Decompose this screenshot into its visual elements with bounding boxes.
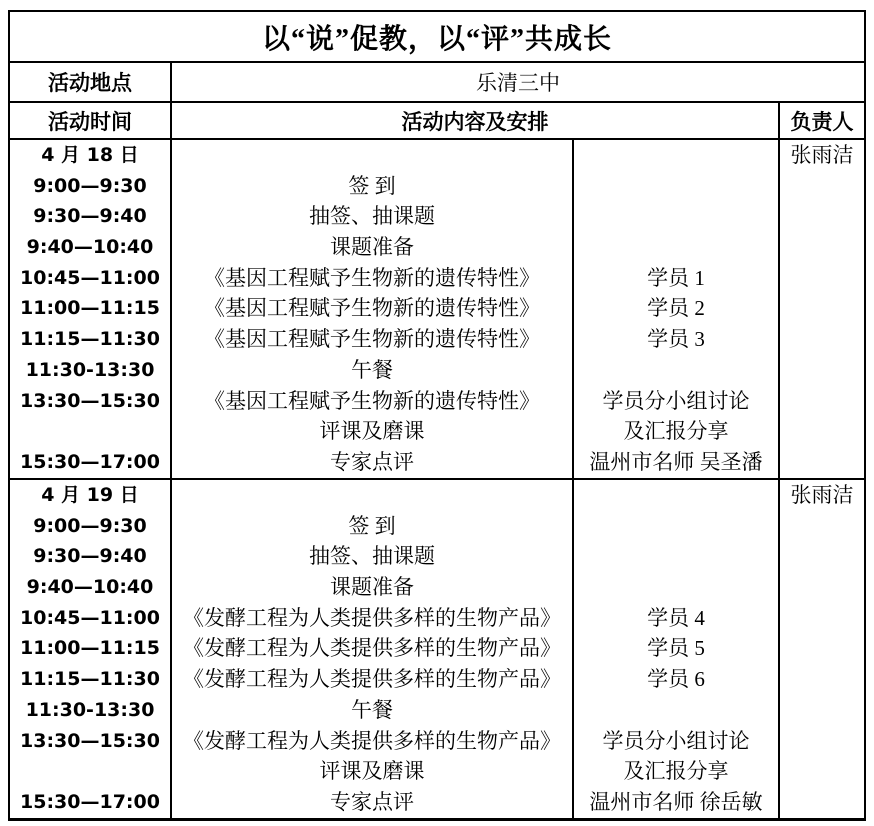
participant-cell: 学员 3 — [647, 327, 705, 352]
activity-cell: 课题准备 — [330, 575, 414, 600]
day1-person-column — [780, 140, 864, 478]
day2-block — [10, 480, 864, 818]
activity-cell: 抽签、抽课题 — [309, 204, 435, 229]
day2-participant-column — [574, 480, 780, 818]
time-cell: 11:30-13:30 — [25, 698, 155, 721]
time-cell: 9:30—9:40 — [33, 205, 147, 228]
activity-cell — [172, 140, 572, 171]
activity-cell: 《基因工程赋予生物新的遗传特性》 — [204, 327, 540, 352]
activity-cell: 《基因工程赋予生物新的遗传特性》 — [204, 388, 540, 413]
activity-cell: 评课及磨课 — [319, 759, 425, 784]
time-cell: 11:15—11:30 — [20, 668, 160, 691]
activity-cell: 《发酵工程为人类提供多样的生物产品》 — [183, 667, 561, 692]
participant-cell — [574, 572, 778, 603]
activity-cell: 专家点评 — [330, 449, 414, 474]
participant-cell: 学员分小组讨论 — [602, 388, 750, 413]
day1-time-column — [10, 140, 172, 478]
participant-cell: 学员 1 — [647, 265, 705, 290]
time-cell: 15:30—17:00 — [20, 790, 160, 813]
time-cell: 13:30—15:30 — [20, 389, 160, 412]
participant-cell: 学员 6 — [647, 667, 705, 692]
time-cell: 9:30—9:40 — [33, 545, 147, 568]
column-header-row — [10, 103, 864, 140]
location-value: 乐清三中 — [476, 71, 560, 95]
time-cell: 11:00—11:15 — [20, 297, 160, 320]
time-cell: 11:00—11:15 — [20, 637, 160, 660]
participant-cell — [574, 480, 778, 511]
time-cell — [10, 416, 170, 447]
activity-cell: 签 到 — [348, 173, 396, 198]
day1-block — [10, 140, 864, 480]
day1-date-label: 4 月 18 日 — [41, 144, 139, 166]
person-in-charge: 张雨洁 — [790, 483, 854, 507]
time-cell: 9:00—9:30 — [33, 514, 147, 537]
day1-participant-column — [574, 140, 780, 478]
activity-cell: 专家点评 — [330, 789, 414, 814]
activity-cell: 签 到 — [348, 513, 396, 538]
header-person: 负责人 — [790, 109, 854, 134]
person-in-charge: 张雨洁 — [790, 143, 854, 167]
time-cell: 13:30—15:30 — [20, 729, 160, 752]
day2-date-label: 4 月 19 日 — [41, 484, 139, 506]
time-cell: 10:45—11:00 — [20, 266, 160, 289]
time-cell — [10, 756, 170, 787]
schedule-table — [8, 10, 866, 821]
header-content: 活动内容及安排 — [172, 103, 780, 138]
participant-cell: 温州市名师 吴圣潘 — [589, 449, 763, 474]
participant-cell: 及汇报分享 — [623, 419, 729, 444]
activity-cell: 《发酵工程为人类提供多样的生物产品》 — [183, 605, 561, 630]
time-cell: 15:30—17:00 — [20, 450, 160, 473]
participant-cell — [574, 541, 778, 572]
participant-cell — [574, 695, 778, 726]
header-time: 活动时间 — [10, 103, 172, 138]
activity-cell: 抽签、抽课题 — [309, 544, 435, 569]
day1-activity-column — [172, 140, 574, 478]
participant-cell — [574, 355, 778, 386]
participant-cell: 学员分小组讨论 — [602, 728, 750, 753]
participant-cell — [574, 171, 778, 202]
time-cell: 9:00—9:30 — [33, 174, 147, 197]
location-label: 活动地点 — [10, 63, 172, 101]
participant-cell — [574, 232, 778, 263]
participant-cell: 学员 4 — [647, 605, 705, 630]
activity-cell: 课题准备 — [330, 235, 414, 260]
participant-cell — [574, 140, 778, 171]
activity-cell: 《基因工程赋予生物新的遗传特性》 — [204, 265, 540, 290]
activity-cell: 《发酵工程为人类提供多样的生物产品》 — [183, 636, 561, 661]
participant-cell: 及汇报分享 — [623, 759, 729, 784]
participant-cell — [574, 511, 778, 542]
activity-cell: 午餐 — [351, 357, 393, 382]
location-row — [10, 63, 864, 103]
time-cell: 11:15—11:30 — [20, 328, 160, 351]
time-cell: 9:40—10:40 — [26, 236, 154, 259]
time-cell: 10:45—11:00 — [20, 606, 160, 629]
day2-activity-column — [172, 480, 574, 818]
participant-cell: 学员 2 — [647, 296, 705, 321]
time-cell: 11:30-13:30 — [25, 358, 155, 381]
activity-cell: 《基因工程赋予生物新的遗传特性》 — [204, 296, 540, 321]
day2-time-column — [10, 480, 172, 818]
activity-cell: 午餐 — [351, 697, 393, 722]
participant-cell — [574, 201, 778, 232]
participant-cell: 温州市名师 徐岳敏 — [589, 789, 763, 814]
activity-cell: 评课及磨课 — [319, 419, 425, 444]
day2-person-column — [780, 480, 864, 818]
activity-cell — [172, 480, 572, 511]
page-title: 以“说”促教，以“评”共成长 — [10, 12, 864, 63]
activity-cell: 《发酵工程为人类提供多样的生物产品》 — [183, 728, 561, 753]
time-cell: 9:40—10:40 — [26, 576, 154, 599]
participant-cell: 学员 5 — [647, 636, 705, 661]
